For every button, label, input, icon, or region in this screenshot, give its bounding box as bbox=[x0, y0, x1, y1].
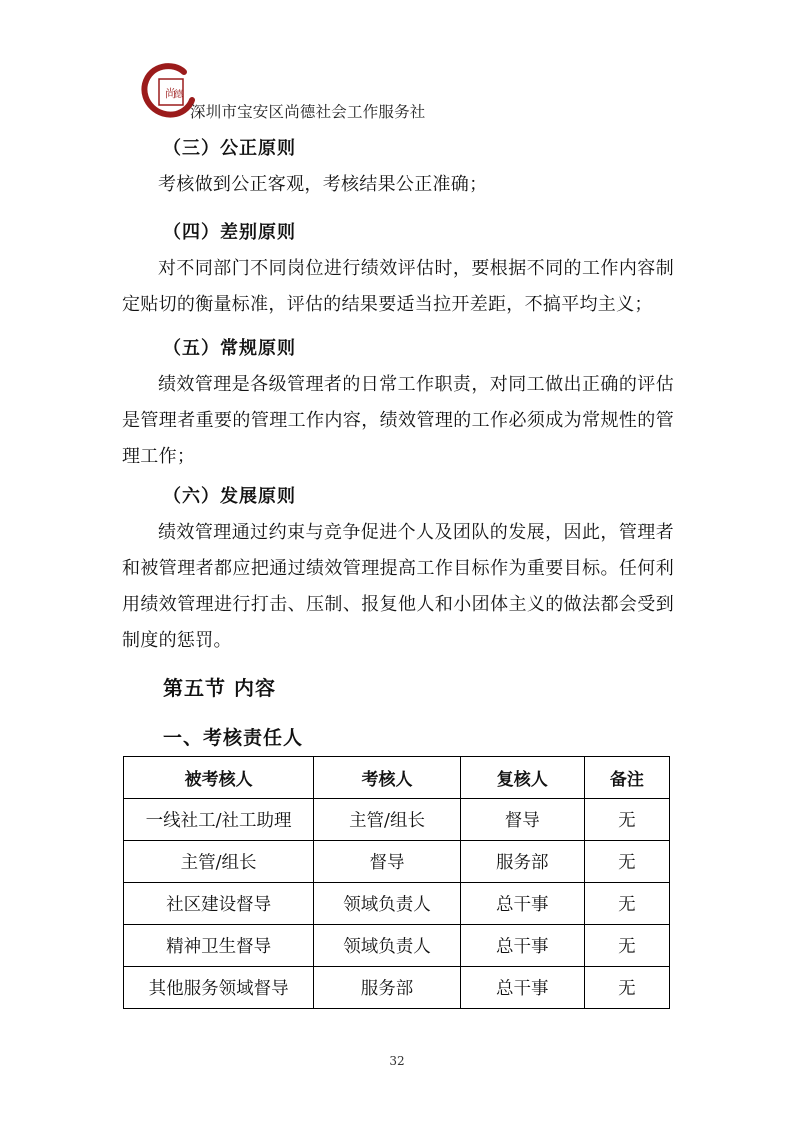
table-cell: 社区建设督导 bbox=[124, 883, 314, 925]
table-cell: 无 bbox=[584, 799, 669, 841]
table-cell: 服务部 bbox=[314, 967, 461, 1009]
table-header-cell: 考核人 bbox=[314, 757, 461, 799]
section-heading-development: （六）发展原则 bbox=[163, 486, 296, 507]
section-text-development: 绩效管理通过约束与竞争促进个人及团队的发展，因此，管理者和被管理者都应把通过绩效管理提高工作目标作为重要目标。任何利用绩效管理进行打击、压制、报复他人和小团体主义的做法都会受到制度的惩罚。 bbox=[122, 522, 674, 651]
table-cell: 服务部 bbox=[460, 841, 584, 883]
assessment-responsibility-table bbox=[123, 756, 670, 1009]
table-cell: 总干事 bbox=[460, 883, 584, 925]
table-row bbox=[124, 799, 670, 841]
table-cell: 领域负责人 bbox=[314, 883, 461, 925]
table-row bbox=[124, 883, 670, 925]
table-header-cell: 被考核人 bbox=[124, 757, 314, 799]
table-cell: 无 bbox=[584, 841, 669, 883]
svg-text:德: 德 bbox=[174, 90, 184, 100]
section-text-difference: 对不同部门不同岗位进行绩效评估时，要根据不同的工作内容制定贴切的衡量标准，评估的结果要适当拉开差距，不搞平均主义； bbox=[122, 258, 674, 315]
table-cell: 督导 bbox=[314, 841, 461, 883]
table-cell: 无 bbox=[584, 925, 669, 967]
table-header-cell: 备注 bbox=[584, 757, 669, 799]
table-row bbox=[124, 925, 670, 967]
organization-name: 深圳市宝安区尚德社会工作服务社 bbox=[190, 103, 426, 121]
section-heading-difference: （四）差别原则 bbox=[163, 222, 296, 243]
table-cell: 总干事 bbox=[460, 925, 584, 967]
table-cell: 总干事 bbox=[460, 967, 584, 1009]
table-cell: 一线社工/社工助理 bbox=[124, 799, 314, 841]
table-row bbox=[124, 841, 670, 883]
svg-text:尚: 尚 bbox=[165, 87, 176, 100]
subsection-title: 一、考核责任人 bbox=[163, 727, 304, 749]
table-cell: 督导 bbox=[460, 799, 584, 841]
table-header-row bbox=[124, 757, 670, 799]
table-cell: 主管/组长 bbox=[124, 841, 314, 883]
chapter-title: 第五节 内容 bbox=[163, 676, 276, 700]
section-text-fairness: 考核做到公正客观，考核结果公正准确； bbox=[158, 174, 488, 195]
table-row bbox=[124, 967, 670, 1009]
section-heading-fairness: （三）公正原则 bbox=[163, 138, 296, 159]
table-cell: 无 bbox=[584, 967, 669, 1009]
organization-logo-icon bbox=[140, 62, 196, 118]
table-cell: 领域负责人 bbox=[314, 925, 461, 967]
table-cell: 主管/组长 bbox=[314, 799, 461, 841]
page-number: 32 bbox=[389, 1054, 405, 1068]
table-cell: 其他服务领域督导 bbox=[124, 967, 314, 1009]
table-cell: 无 bbox=[584, 883, 669, 925]
table-header-cell: 复核人 bbox=[460, 757, 584, 799]
section-heading-routine: （五）常规原则 bbox=[163, 338, 296, 359]
table-cell: 精神卫生督导 bbox=[124, 925, 314, 967]
section-text-routine: 绩效管理是各级管理者的日常工作职责，对同工做出正确的评估是管理者重要的管理工作内容，绩效管理的工作必须成为常规性的管理工作； bbox=[122, 374, 674, 467]
